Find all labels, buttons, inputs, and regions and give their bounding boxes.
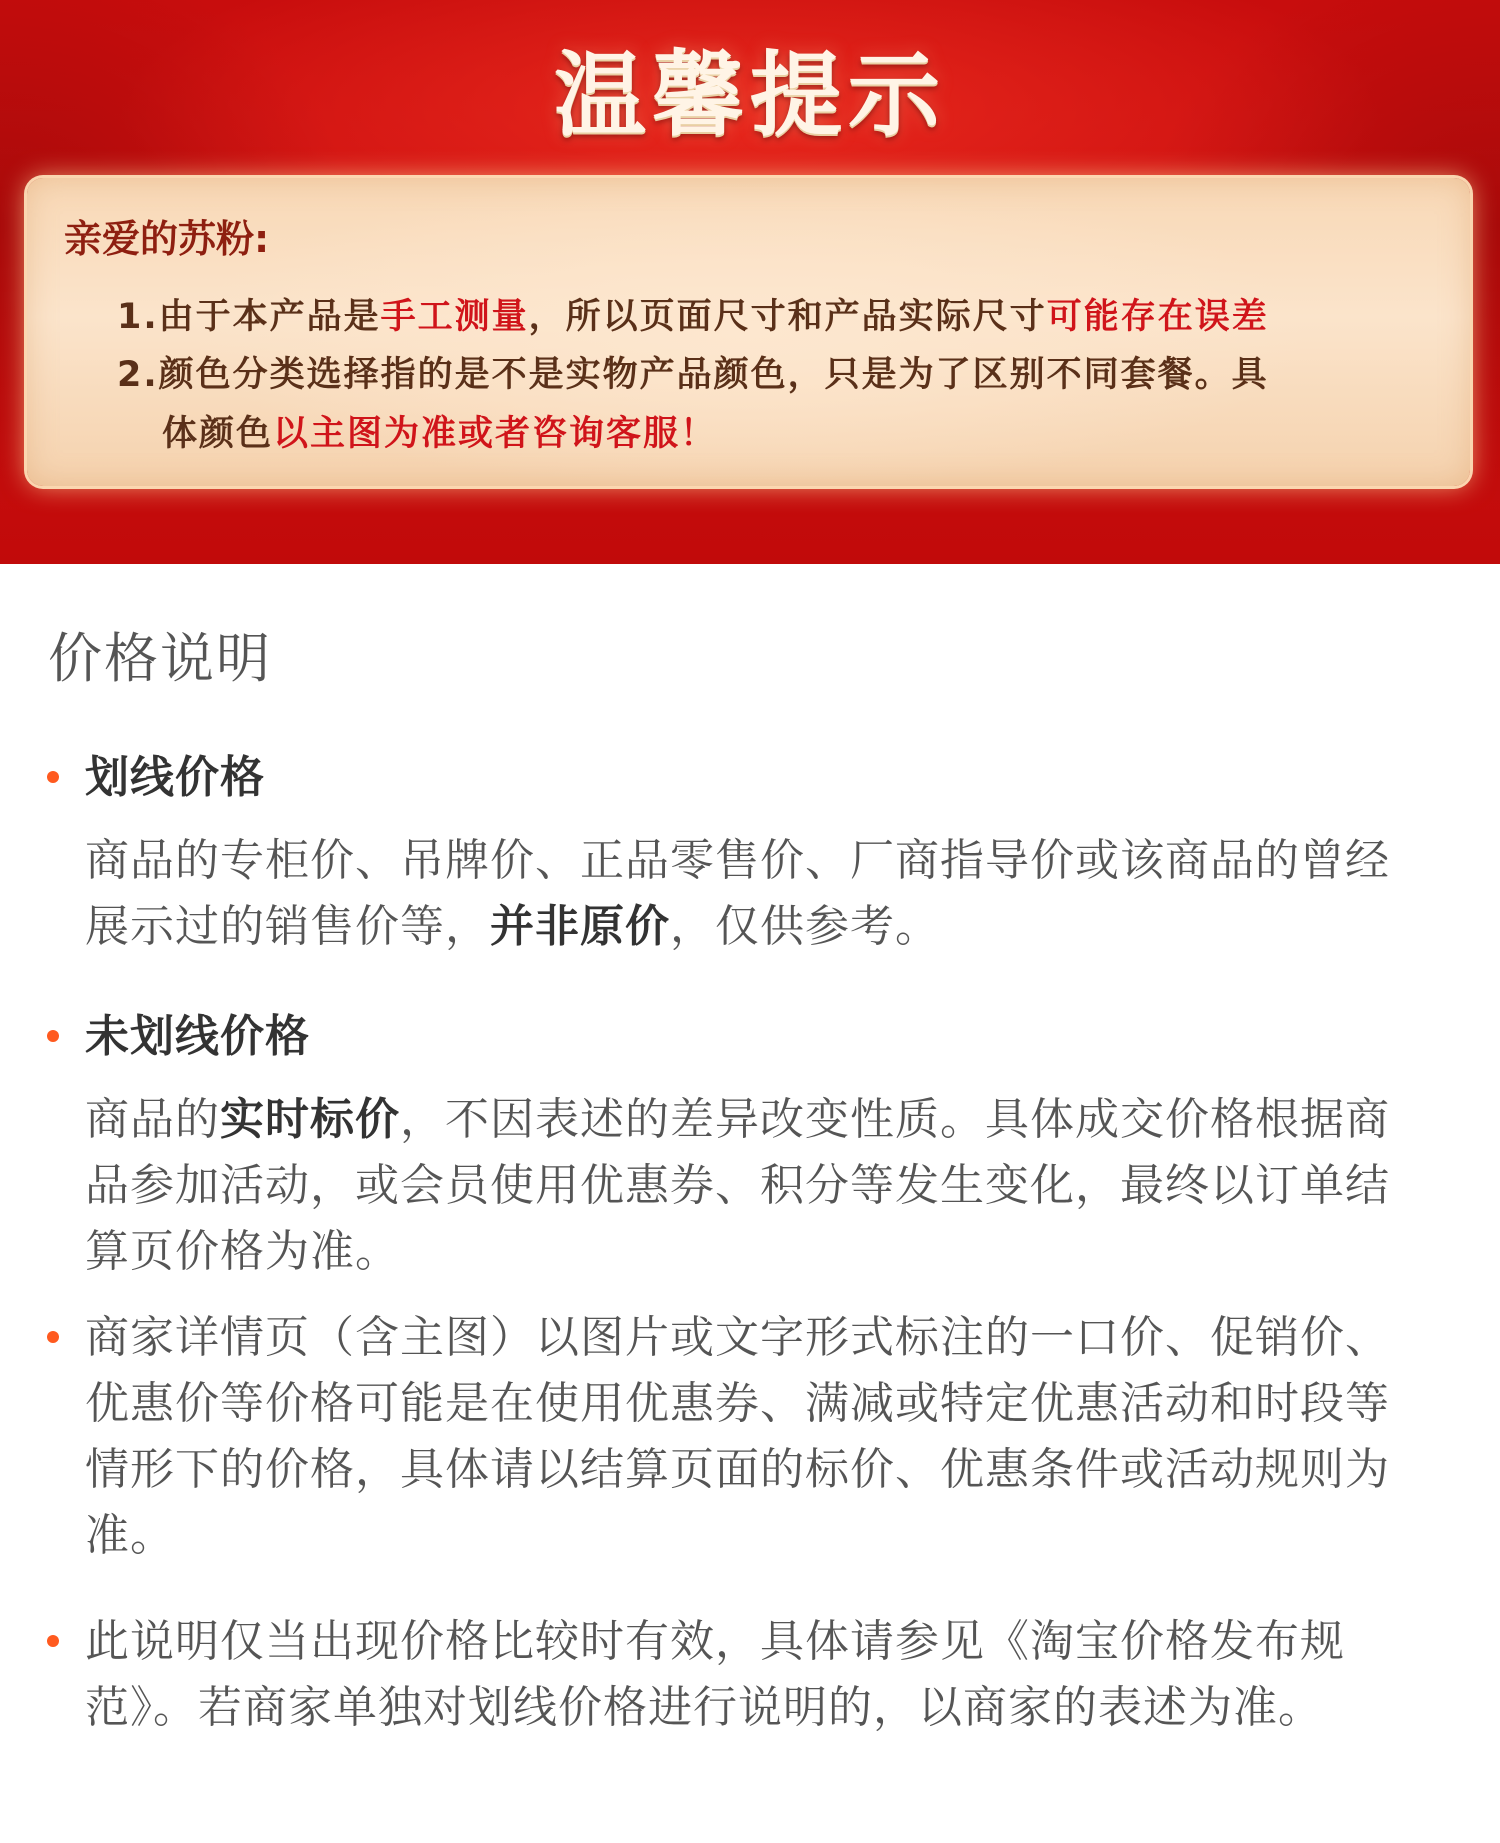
price-info-item-1-body-suffix: ，仅供参考。 bbox=[670, 901, 940, 952]
price-info-item-1-heading: 划线价格 bbox=[85, 752, 265, 803]
notice-line-1 bbox=[117, 292, 1417, 342]
notice-line-3-prefix: 体颜色 bbox=[162, 414, 274, 454]
notice-card bbox=[27, 178, 1470, 486]
notice-line-3-highlight: 以主图为准或者咨询客服！ bbox=[273, 414, 718, 454]
bullet-dot-icon bbox=[47, 771, 59, 783]
notice-line-1-middle: ，所以页面尺寸和产品实际尺寸 bbox=[528, 297, 1047, 337]
price-info-item-4-body: 此说明仅当出现价格比较时有效，具体请参见《淘宝价格发布规范》。若商家单独对划线价格进行说明的，以商家的表述为准。 bbox=[85, 1616, 1345, 1733]
notice-line-1-highlight-2: 可能存在误差 bbox=[1046, 297, 1269, 337]
price-info-item-2-heading: 未划线价格 bbox=[85, 1011, 310, 1062]
notice-line-1-prefix: 1.由于本产品是 bbox=[117, 297, 381, 337]
notice-banner bbox=[0, 0, 1500, 564]
notice-line-3 bbox=[162, 409, 1462, 459]
bullet-dot-icon bbox=[47, 1030, 59, 1042]
price-info-item-2-body-prefix: 商品的 bbox=[85, 1094, 220, 1145]
price-info-item-2-body-bold: 实时标价 bbox=[220, 1094, 400, 1145]
price-info-item-1-body-bold: 并非原价 bbox=[490, 901, 670, 952]
price-info-title: 价格说明 bbox=[48, 627, 272, 690]
bullet-dot-icon bbox=[47, 1331, 59, 1343]
price-info-item-2-body bbox=[85, 1087, 1430, 1285]
price-info-item-3-body: 商家详情页（含主图）以图片或文字形式标注的一口价、促销价、优惠价等价格可能是在使用优惠券、满减或特定优惠活动和时段等情形下的价格，具体请以结算页面的标价、优惠条件或活动规则为准。 bbox=[85, 1312, 1390, 1561]
bullet-dot-icon bbox=[47, 1635, 59, 1647]
notice-line-1-highlight-1: 手工测量 bbox=[380, 297, 529, 337]
notice-title: 温馨提示 bbox=[553, 42, 946, 149]
notice-greeting: 亲爱的苏粉: bbox=[64, 217, 270, 261]
price-info-item-2-body-suffix: ，不因表述的差异改变性质。具体成交价格根据商品参加活动，或会员使用优惠券、积分等发生变化，最终以订单结算页价格为准。 bbox=[85, 1094, 1390, 1277]
price-info-section bbox=[0, 564, 1500, 1843]
price-info-item-1-body-prefix: 商品的专柜价、吊牌价、正品零售价、厂商指导价或该商品的曾经展示过的销售价等， bbox=[85, 835, 1390, 952]
notice-line-2: 2.颜色分类选择指的是不是实物产品颜色，只是为了区别不同套餐。具 bbox=[117, 355, 1269, 395]
price-info-item-1-body bbox=[85, 828, 1430, 960]
